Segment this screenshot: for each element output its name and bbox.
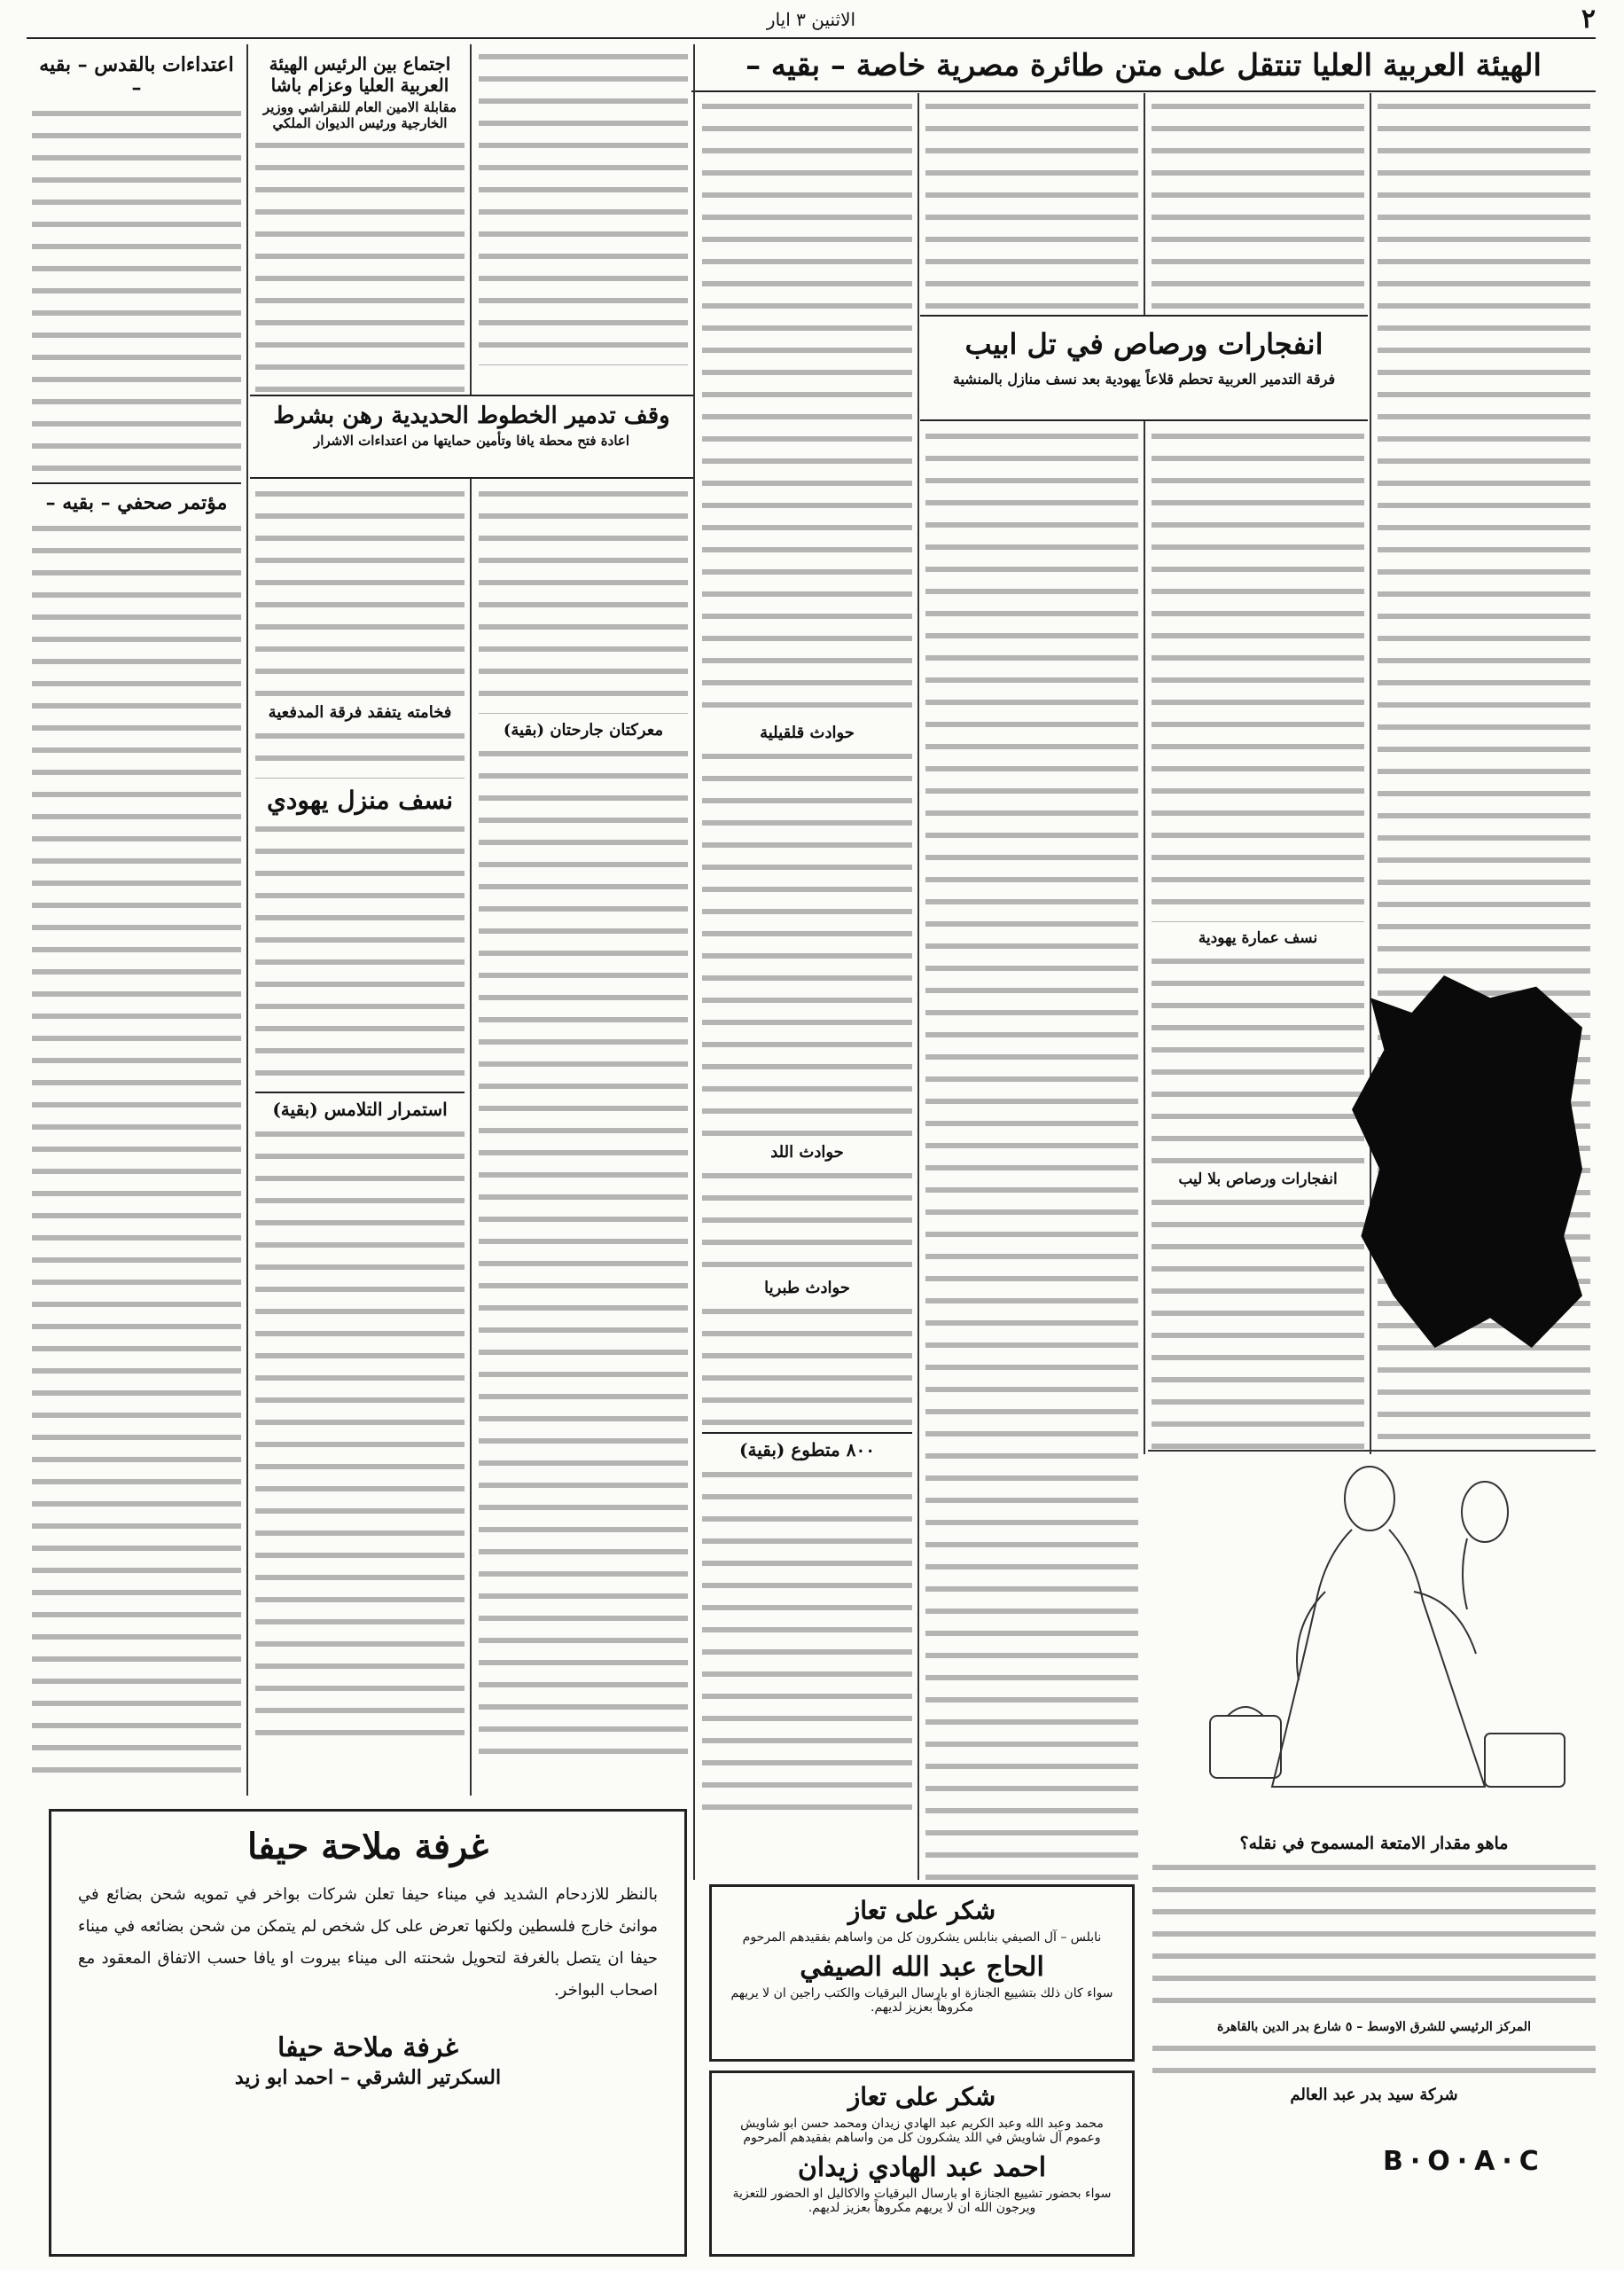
luggage-ad-block (1152, 1827, 1596, 2252)
lydda-title: حوادث اللد (770, 1143, 844, 1162)
explosions-headline-block (920, 315, 1368, 421)
press-conference-title: مؤتمر صحفي – بقيه – (32, 482, 241, 514)
lead-banner (691, 41, 1596, 92)
page-number: ٢ (1581, 4, 1596, 35)
thanks1-line2: سواء كان ذلك بتشييع الجنازة او بارسال البرقيات والكتب راجين ان لا يريهم مكروهاً بعزيز لديهم. (730, 1986, 1113, 2015)
house-blast-title: نسف منزل يهودي (266, 786, 454, 815)
meeting-text (255, 135, 465, 401)
haifa-ad-title: غرفة ملاحة حيفا (246, 1826, 489, 1867)
rail-headline: وقف تدمير الخطوط الحديدية رهن بشرط (273, 403, 670, 429)
thanks2-title: شكر على تعاز (847, 2082, 996, 2111)
column-1 (27, 46, 246, 1784)
condolence-thanks-2 (709, 2070, 1135, 2257)
traveller-sketch (1192, 1450, 1582, 1822)
meeting-title: اجتماع بين الرئيس الهيئة العربية العليا وعزام باشا (269, 53, 451, 96)
volunteers-title: ٨٠٠ متطوع (بقية) (702, 1432, 912, 1460)
meeting-text-cont (479, 46, 688, 365)
two-battles-title: معركتان جارحتان (بقية) (503, 721, 664, 740)
continued-title: استمرار التلامس (بقية) (255, 1092, 465, 1120)
thanks2-name: احمد عبد الهادي زيدان (797, 2152, 1047, 2183)
tiberias-title: حوادث طبريا (764, 1279, 850, 1297)
jewish-building-title: نسف عمارة يهودية (1198, 929, 1318, 947)
luggage-question: ماهو مقدار الامتعة المسموح في نقله؟ (1239, 1834, 1509, 1853)
thanks1-name: الحاج عبد الله الصيفي (800, 1952, 1044, 1983)
boac-agent: شركة سيد بدر عبد العالم (1290, 2086, 1458, 2104)
press-conference-text (32, 518, 241, 1784)
boac-hq-address: المركز الرئيسي للشرق الاوسط – ٥ شارع بدر الدين بالقاهرة (1217, 2020, 1531, 2034)
haifa-ad-body: بالنظر للازدحام الشديد في ميناء حيفا تعلن شركات بواخر في تمويه شحن بضائع في موانئ خارج فلسطين ولكنها تعرض على كل شخص لم يتمكن من شحن بضائعه في ميناء حيفا ان يتصل بالغرفة لتحويل شحنته الى ميناء بيروت او يافا حسب الاتفاق المعقود مع اصحاب البواخر. (78, 1885, 658, 2000)
condolence-thanks-1 (709, 1884, 1135, 2062)
jerusalem-attacks-text (32, 103, 241, 475)
explosions-subheadline: فرقة التدمير العربية تحطم قلاعاً يهودية بعد نسف منازل بالمنشية (952, 371, 1336, 388)
thanks2-line1: محمد وعبد الله وعبد الكريم عبد الهادي زيدان ومحمد حسن ابو شاويش وعموم آل شاويش في اللد يشكرون كل من واساهم بفقيدهم المرحوم (740, 2117, 1104, 2145)
qalqilya-title: حوادث قلقيلية (760, 724, 855, 742)
meeting-subtitle: مقابلة الامين العام للنقراشي ووزير الخارجية ورئيس الديوان الملكي (262, 99, 457, 131)
haifa-navigation-ad (49, 1809, 687, 2257)
column-2-lower (250, 483, 470, 1787)
explosions-headline: انفجارات ورصاص في تل ابيب (964, 327, 1323, 361)
boac-logo: B·O·A·C (1383, 2146, 1546, 2177)
jerusalem-attacks-title: اعتداءات بالقدس – بقيه – (39, 53, 234, 99)
lead-column-a (697, 96, 917, 1878)
lead-column-b (920, 426, 1144, 1880)
lead-column-c-top (1146, 96, 1370, 313)
issue-date: الاثنين ٣ ايار (766, 9, 856, 30)
thanks2-line2: سواء بحضور تشييع الجنازة او بارسال البرقيات والاكاليل او الحضور للتعزية ويرجون الله ان لا يريهم مكروهاً بعزيز لديهم. (732, 2187, 1112, 2215)
rail-subheadline: اعادة فتح محطة يافا وتأمين حمايتها من اعتداءات الاشرار (313, 432, 630, 449)
lead-headline: الهيئة العربية العليا تنتقل على متن طائرة مصرية خاصة – بقيه – (746, 48, 1542, 83)
haifa-ad-footer-title: غرفة ملاحة حيفا (277, 2032, 459, 2063)
thanks1-line1: نابلس – آل الصيفي بنابلس يشكرون كل من واساهم بفقيدهم المرحوم (742, 1930, 1102, 1945)
lead-column-c (1146, 426, 1370, 1450)
rail-headline-block (250, 395, 693, 479)
page-header (27, 4, 1596, 39)
column-3-lower (473, 483, 693, 1787)
lead-column-b-top (920, 96, 1144, 313)
thanks1-title: شكر على تعاز (847, 1896, 996, 1925)
explosions-bits-title: انفجارات ورصاص بلا ليب (1178, 1170, 1338, 1188)
haifa-ad-secretary: السكرتير الشرقي – احمد ابو زيد (234, 2066, 502, 2089)
artillery-title: فخامته يتفقد فرقة المدفعية (268, 703, 452, 722)
